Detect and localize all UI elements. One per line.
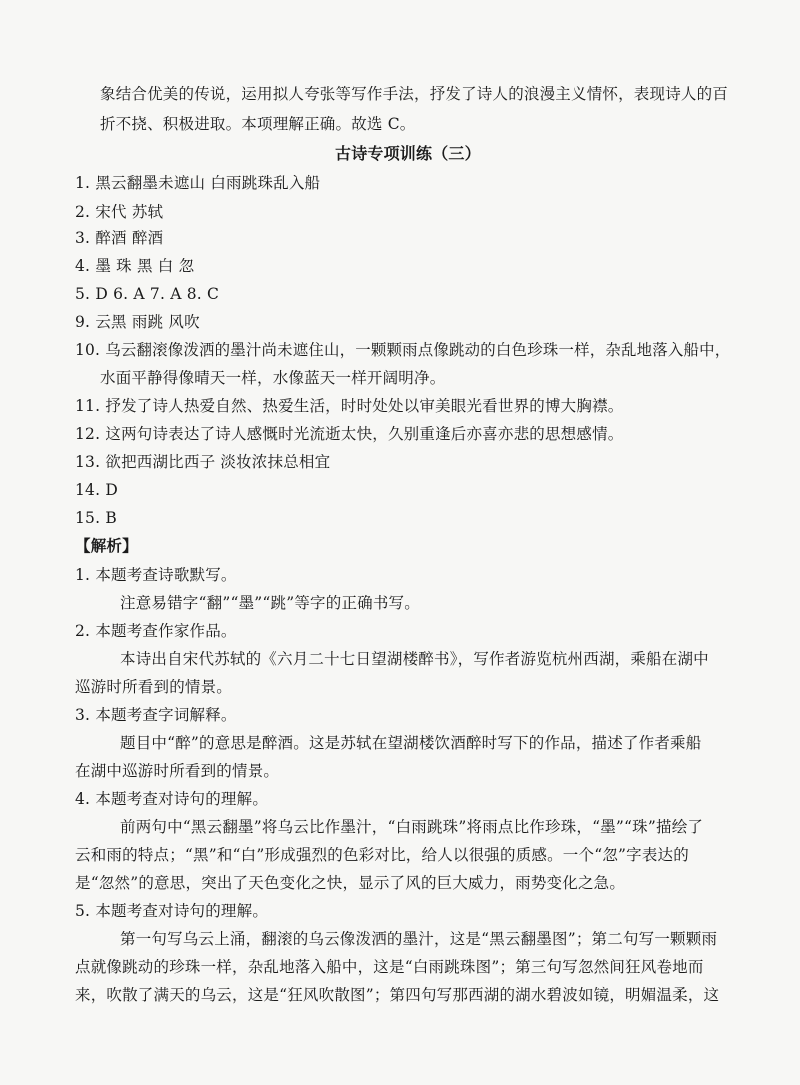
analysis-q3-body-2: 在湖中巡游时所看到的情景。 [75,762,280,780]
analysis-q2-body-1: 本诗出自宋代苏轼的《六月二十七日望湖楼醉书》，写作者游览杭州西湖，乘船在湖中 [120,650,709,668]
answer-11: 11. 抒发了诗人热爱自然、热爱生活，时时处处以审美眼光看世界的博大胸襟。 [75,397,624,415]
answer-14: 14. D [75,481,119,499]
analysis-q5-body-2: 点就像跳动的珍珠一样，杂乱地落入船中，这是“白雨跳珠图”；第三句写忽然间狂风卷地而 [75,958,704,976]
answer-9: 9. 云黑 雨跳 风吹 [75,313,200,331]
answer-1: 1. 黑云翻墨未遮山 白雨跳珠乱入船 [75,174,321,192]
analysis-q5-body-3: 来，吹散了满天的乌云，这是“狂风吹散图”；第四句写那西湖的湖水碧波如镜，明媚温柔，这 [75,986,720,1004]
analysis-q4-body-2: 云和雨的特点；“黑”和“白”形成强烈的色彩对比，给人以很强的质感。一个“忽”字表达的 [75,846,689,864]
analysis-q3-title: 3. 本题考查字词解释。 [75,706,237,724]
analysis-q2-title: 2. 本题考查作家作品。 [75,622,237,640]
section-title: 古诗专项训练（三） [335,144,481,163]
analysis-heading: 【解析】 [75,537,138,555]
analysis-q1-body: 注意易错字“翻”“墨”“跳”等字的正确书写。 [120,594,420,612]
intro-line-1: 象结合优美的传说，运用拟人夸张等写作手法，抒发了诗人的浪漫主义情怀，表现诗人的百 [100,85,729,103]
analysis-q5-title: 5. 本题考查对诗句的理解。 [75,902,269,920]
analysis-q4-body-3: 是“忽然”的意思，突出了天色变化之快，显示了风的巨大威力，雨势变化之急。 [75,874,626,892]
analysis-q5-body-1: 第一句写乌云上涌，翻滚的乌云像泼洒的墨汁，这是“黑云翻墨图”；第二句写一颗颗雨 [120,930,718,948]
answer-4: 4. 墨 珠 黑 白 忽 [75,257,195,275]
intro-line-2: 折不挠、积极进取。本项理解正确。故选 C。 [100,115,416,133]
analysis-q4-title: 4. 本题考查对诗句的理解。 [75,790,269,808]
analysis-q4-body-1: 前两句中“黑云翻墨”将乌云比作墨汁，“白雨跳珠”将雨点比作珍珠，“墨”“珠”描绘了 [120,818,704,836]
analysis-q3-body-1: 题目中“醉”的意思是醉酒。这是苏轼在望湖楼饮酒醉时写下的作品，描述了作者乘船 [120,734,702,752]
analysis-q2-body-2: 巡游时所看到的情景。 [75,678,233,696]
answer-10-line-1: 10. 乌云翻滚像泼洒的墨汁尚未遮住山，一颗颗雨点像跳动的白色珍珠一样，杂乱地落入船中， [75,341,731,359]
answer-2: 2. 宋代 苏轼 [75,203,164,221]
answer-15: 15. B [75,509,117,527]
answer-13: 13. 欲把西湖比西子 淡妆浓抹总相宜 [75,453,331,471]
answer-12: 12. 这两句诗表达了诗人感慨时光流逝太快，久别重逢后亦喜亦悲的思想感情。 [75,425,624,443]
analysis-q1-title: 1. 本题考查诗歌默写。 [75,566,237,584]
answer-5-8: 5. D 6. A 7. A 8. C [75,285,220,303]
answer-10-line-2: 水面平静得像晴天一样，水像蓝天一样开阔明净。 [100,369,446,387]
answer-3: 3. 醉酒 醉酒 [75,229,164,247]
